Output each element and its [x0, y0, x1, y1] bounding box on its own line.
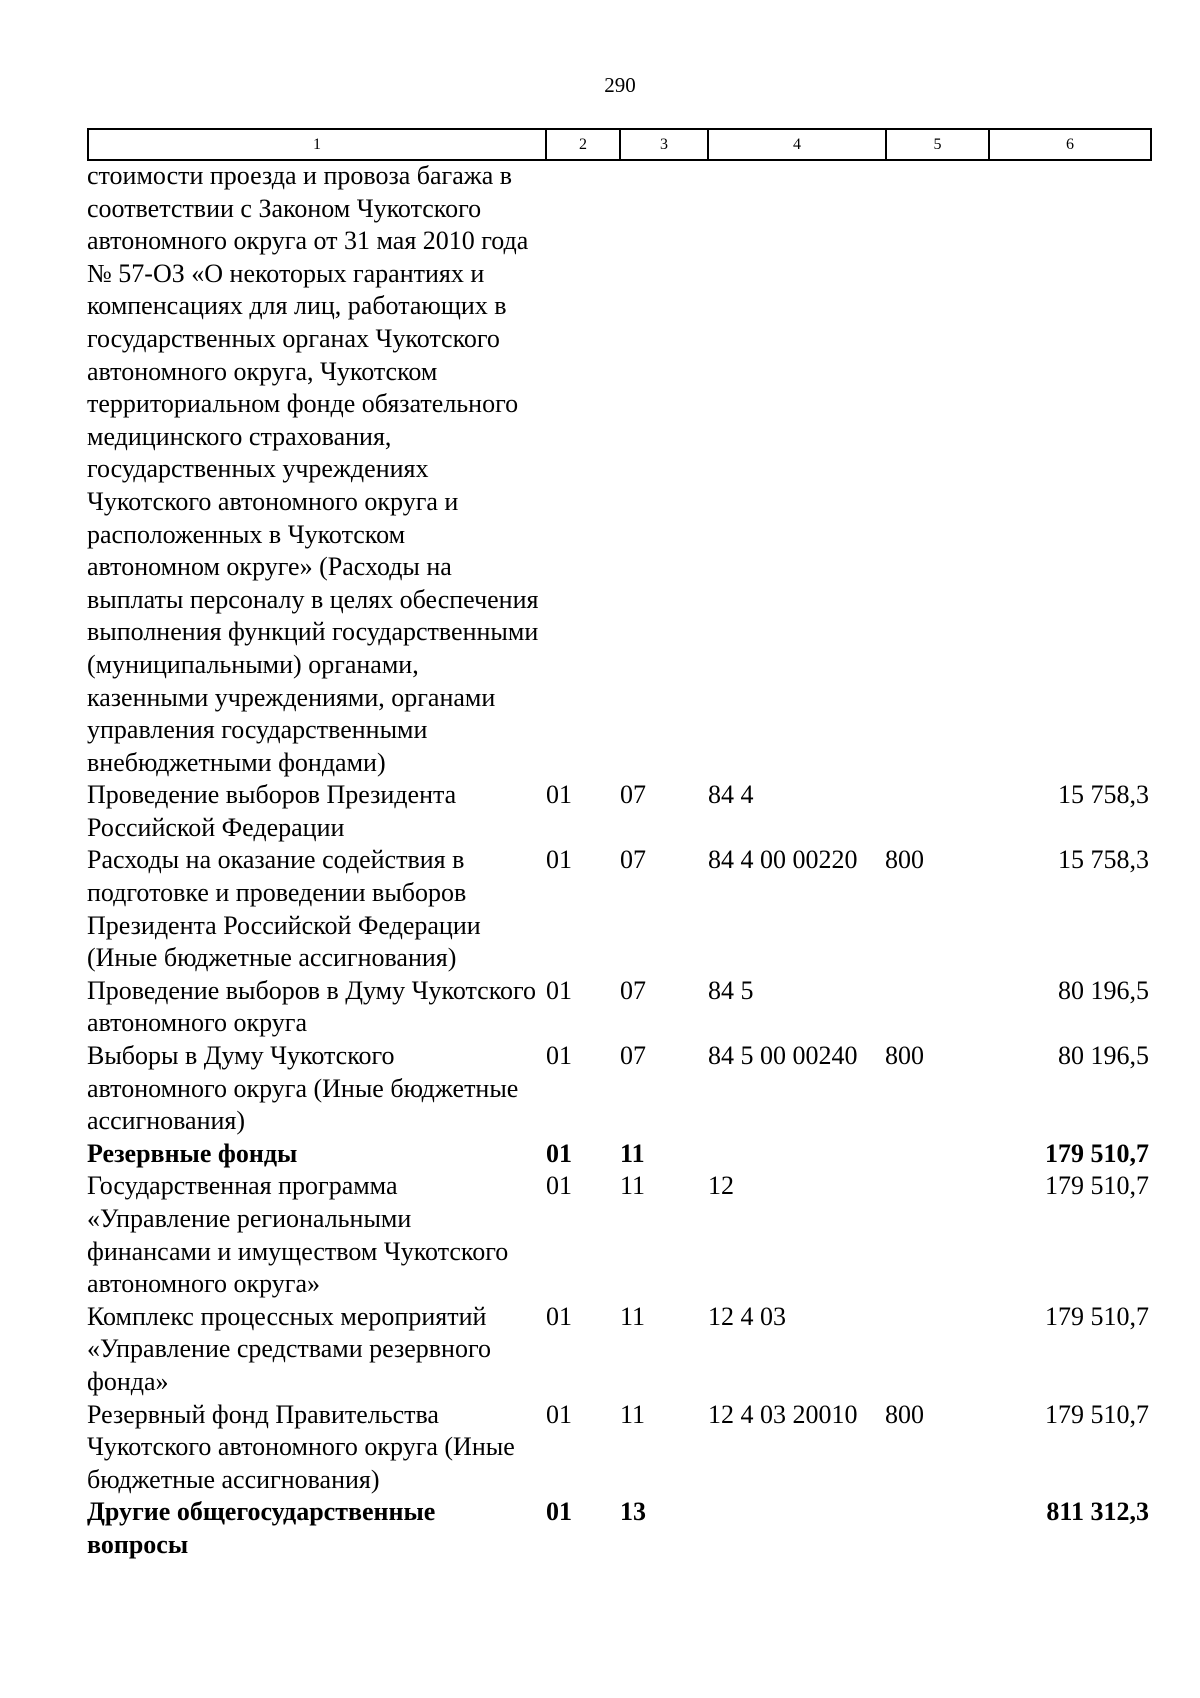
- row-target-article-cell: 84 5 00 00240: [708, 1041, 858, 1071]
- row-section-cell: [545, 160, 619, 779]
- row-name-cell: Расходы на оказание содействия в подготовке и проведении выборов Президента Российской Федерации (Иные бюджетные ассигнования): [87, 845, 481, 973]
- row-section-cell: 01: [546, 1497, 572, 1527]
- column-header-2: 2: [546, 129, 620, 160]
- row-target-article-cell: 12 4 03 20010: [708, 1399, 858, 1429]
- row-expense-type-cell: [885, 1170, 988, 1300]
- column-header-5: 5: [886, 129, 989, 160]
- row-expense-type-cell: [885, 779, 988, 844]
- row-subsection-cell: 11: [620, 1301, 646, 1331]
- row-target-article-cell: [707, 1138, 885, 1171]
- row-subsection-cell: 11: [620, 1399, 646, 1429]
- row-target-article-cell: 12 4 03: [708, 1301, 786, 1331]
- row-amount-cell: 179 510,7: [1045, 1171, 1149, 1201]
- row-amount-cell: 15 758,3: [1058, 780, 1149, 810]
- row-expense-type-cell: [885, 1301, 988, 1399]
- row-name-cell: Другие общегосударственные вопросы: [87, 1497, 436, 1559]
- row-target-article-cell: 84 4: [708, 780, 754, 810]
- row-subsection-cell: [619, 160, 707, 779]
- table-row: [87, 160, 1150, 779]
- row-expense-type-cell: 800: [885, 1399, 924, 1429]
- row-subsection-cell: 11: [620, 1138, 645, 1168]
- row-target-article-cell: 84 4 00 00220: [708, 845, 858, 875]
- row-subsection-cell: 13: [620, 1497, 646, 1527]
- row-amount-cell: [988, 160, 1150, 779]
- table-row: [87, 779, 1150, 844]
- row-amount-cell: 811 312,3: [1046, 1497, 1149, 1527]
- page-number: 290: [604, 73, 636, 97]
- row-expense-type-cell: [885, 160, 988, 779]
- row-subsection-cell: 07: [620, 1041, 646, 1071]
- row-amount-cell: 179 510,7: [1045, 1301, 1149, 1331]
- column-header-table: [87, 128, 1152, 161]
- row-expense-type-cell: [885, 1496, 988, 1561]
- row-name-cell: Проведение выборов в Думу Чукотского автономного округа: [87, 975, 537, 1038]
- row-subsection-cell: 07: [620, 780, 646, 810]
- row-target-article-cell: 84 5: [708, 975, 754, 1005]
- row-section-cell: 01: [546, 780, 572, 810]
- row-expense-type-cell: [885, 975, 988, 1040]
- row-name-cell: Проведение выборов Президента Российской Федерации: [87, 780, 457, 842]
- table-row: [87, 1138, 1150, 1171]
- table-row: [87, 1496, 1150, 1561]
- row-target-article-cell: [707, 1496, 885, 1561]
- row-amount-cell: 179 510,7: [1045, 1399, 1149, 1429]
- row-expense-type-cell: [885, 1138, 988, 1171]
- table-row: [87, 1301, 1150, 1399]
- column-header-1: 1: [88, 129, 546, 160]
- table-row: [87, 1399, 1150, 1497]
- row-section-cell: 01: [546, 1399, 572, 1429]
- budget-table-body: [87, 160, 1150, 1562]
- row-name-cell: Резервные фонды: [87, 1138, 298, 1168]
- row-section-cell: 01: [546, 1171, 572, 1201]
- row-name-cell: Резервный фонд Правительства Чукотского автономного округа (Иные бюджетные ассигнования): [87, 1399, 515, 1494]
- row-name-cell: Выборы в Думу Чукотского автономного округа (Иные бюджетные ассигнования): [87, 1041, 519, 1136]
- row-section-cell: 01: [546, 1041, 572, 1071]
- row-target-article-cell: [707, 160, 885, 779]
- column-header-row: [88, 129, 1151, 160]
- table-row: [87, 975, 1150, 1040]
- row-section-cell: 01: [546, 845, 572, 875]
- row-amount-cell: 80 196,5: [1058, 975, 1149, 1005]
- row-section-cell: 01: [546, 1138, 572, 1168]
- table-row: [87, 1170, 1150, 1300]
- row-name-cell: стоимости проезда и провоза багажа в соответствии с Законом Чукотского автономного округа от 31 мая 2010 года № 57-ОЗ «О некоторых гарантиях и компенсациях для лиц, работающих в государственных органах Чукотского автономного округа, Чукотском территориальном фонде обязательного медицинского страхования, государственных учреждениях Чукотского автономного округа и расположенных в Чукотском автономном округе» (Расходы на выплаты персоналу в целях обеспечения выполнения функций государственными (муниципальными) органами, казенными учреждениями, органами управления государственными внебюджетными фондами): [87, 161, 539, 777]
- column-header-4: 4: [708, 129, 886, 160]
- column-header-6: 6: [989, 129, 1151, 160]
- table-row: [87, 844, 1150, 974]
- row-subsection-cell: 07: [620, 845, 646, 875]
- row-amount-cell: 80 196,5: [1058, 1041, 1149, 1071]
- row-expense-type-cell: 800: [885, 1041, 924, 1071]
- row-section-cell: 01: [546, 1301, 572, 1331]
- row-name-cell: Государственная программа «Управление региональными финансами и имуществом Чукотского автономного округа»: [87, 1171, 509, 1299]
- row-name-cell: Комплекс процессных мероприятий «Управление средствами резервного фонда»: [87, 1301, 491, 1396]
- row-expense-type-cell: 800: [885, 845, 924, 875]
- row-subsection-cell: 07: [620, 975, 646, 1005]
- budget-table: [87, 160, 1150, 1562]
- column-header-3: 3: [620, 129, 708, 160]
- row-amount-cell: 179 510,7: [1045, 1138, 1149, 1168]
- row-amount-cell: 15 758,3: [1058, 845, 1149, 875]
- row-target-article-cell: 12: [708, 1171, 734, 1201]
- row-subsection-cell: 11: [620, 1171, 646, 1201]
- row-section-cell: 01: [546, 975, 572, 1005]
- table-row: [87, 1040, 1150, 1138]
